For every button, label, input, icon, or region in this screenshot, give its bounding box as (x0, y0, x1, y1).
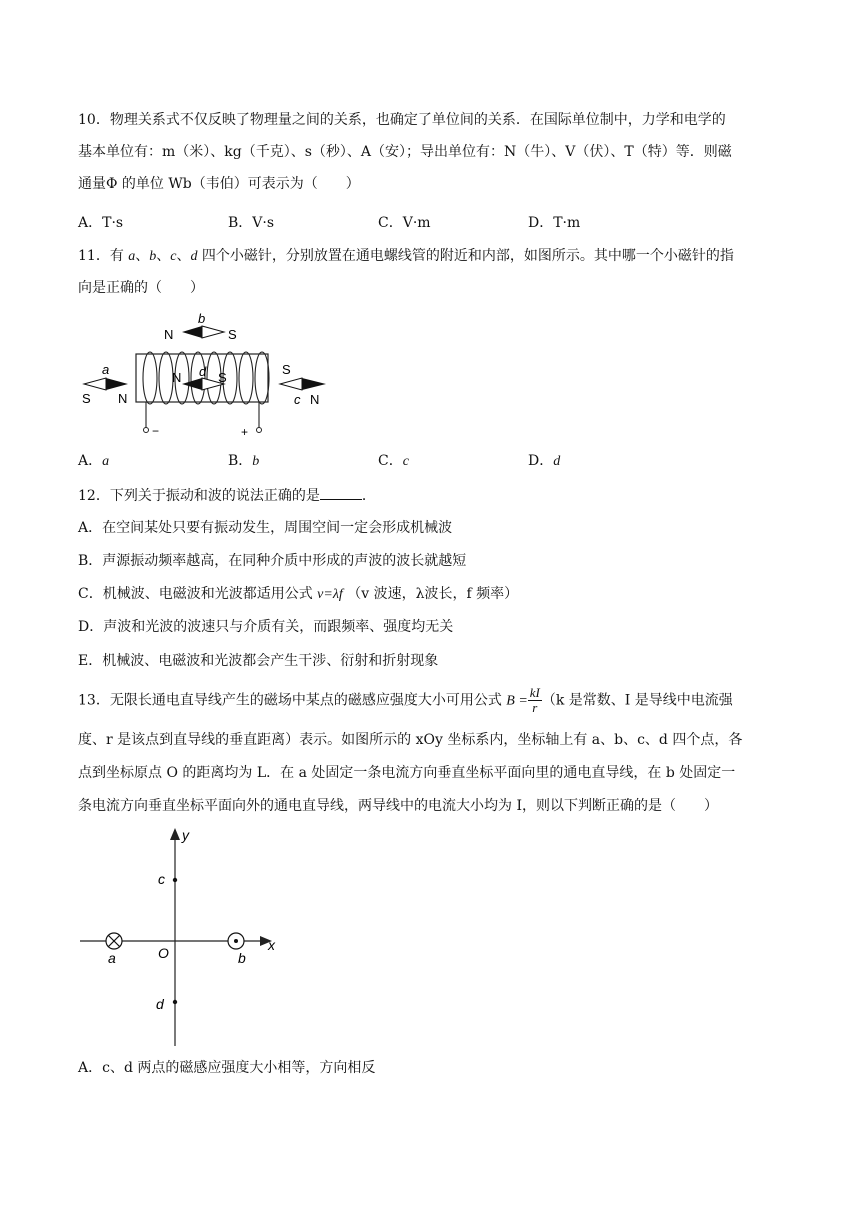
solenoid-figure (78, 308, 338, 444)
formula-fraction: $\frac{kI}{r}$ (529, 685, 540, 715)
q10-line-3: 通量Φ 的单位 Wb（韦伯）可表示为（ ） (78, 176, 360, 192)
q10-line-1: 10．物理关系式不仅反映了物理量之间的关系，也确定了单位间的关系．在国际单位制中，力学和电学的 (78, 112, 726, 128)
q11-line-2: 向是正确的（ ） (78, 280, 204, 296)
q11-var-d: d (190, 249, 198, 264)
q11-line1-post: 四个小磁针，分别放置在通电螺线管的附近和内部，如图所示。其中哪一个小磁针的指 (197, 248, 734, 264)
q10-option-c: C．V·m (378, 215, 431, 231)
needle-d (172, 364, 227, 390)
svg-text:d: d (199, 364, 207, 379)
svg-text:d: d (156, 996, 164, 1012)
q11-option-d: D．d (528, 453, 561, 469)
svg-text:S: S (218, 370, 227, 385)
svg-text:N: N (118, 391, 128, 406)
svg-text:N: N (310, 392, 320, 407)
q12-stem: 12．下列关于振动和波的说法正确的是 ． (78, 485, 376, 506)
q11-option-b: B．b (228, 453, 260, 469)
answer-blank (320, 485, 362, 500)
q13-line-4: 条电流方向垂直坐标平面向外的通电直导线，两导线中的电流大小均为 I，则以下判断正确的是（ ） (78, 798, 718, 814)
q10-option-a: A．T·s (78, 215, 124, 231)
origin-label: O (158, 945, 169, 961)
svg-text:b: b (238, 950, 246, 966)
svg-text:N: N (164, 327, 174, 342)
q13-line-2: 度、r 是该点到直导线的垂直距离）表示。如图所示的 xOy 坐标系内，坐标轴上有 a、b、c、d 四个点，各 (78, 732, 743, 748)
svg-text:N: N (172, 370, 182, 385)
minus-terminal-label: − (152, 424, 160, 438)
q10-line-2: 基本单位有：m（米）、kg（千克）、s（秒）、A（安）；导出单位有：N（牛）、V（伏）、T（特）等．则磁 (78, 144, 732, 160)
q11-var-c: c (170, 249, 177, 264)
q11-option-c: C．c (378, 453, 409, 469)
svg-text:S: S (282, 362, 291, 377)
wave-formula: v=λf (317, 587, 343, 602)
q10-option-d: D．T·m (528, 215, 581, 231)
wire-a-into-page-icon (106, 933, 122, 949)
svg-text:c: c (158, 871, 165, 887)
needle-b (164, 311, 237, 342)
y-axis-label: y (182, 827, 189, 843)
q12-option-b: B．声源振动频率越高，在同种介质中形成的声波的波长就越短 (78, 553, 467, 569)
q10-option-b: B．V·s (228, 215, 275, 231)
svg-text:c: c (294, 392, 301, 407)
q12-option-e: E．机械波、电磁波和光波都会产生干涉、衍射和折射现象 (78, 653, 439, 669)
q11-line-1: 11．有 a、b、c、d 四个小磁针，分别放置在通电螺线管的附近和内部，如图所示。其中哪一个小磁针的指 (78, 248, 734, 264)
svg-text:S: S (228, 327, 237, 342)
q11-var-a: a (128, 249, 136, 264)
needle-a (82, 362, 128, 406)
q13-option-a: A．c、d 两点的磁感应强度大小相等，方向相反 (78, 1060, 376, 1076)
q13-line-1: 13．无限长通电直导线产生的磁场中某点的磁感应强度大小可用公式 B = $\frac{kI}{r}$ （k 是常数、I 是导线中电流强 (78, 685, 733, 715)
wire-b-out-of-page-icon (228, 933, 244, 949)
q12-option-d: D．声波和光波的波速只与介质有关，而跟频率、强度均无关 (78, 619, 454, 635)
q11-option-a: A．a (78, 453, 110, 469)
svg-text:S: S (82, 391, 91, 406)
point-d (173, 1000, 177, 1004)
plus-terminal-label: + (241, 425, 249, 439)
q11-var-b: b (149, 249, 157, 264)
svg-text:a: a (108, 950, 116, 966)
coordinate-figure (78, 826, 288, 1052)
svg-text:b: b (198, 311, 206, 326)
svg-text:a: a (102, 362, 110, 377)
y-axis-arrow (170, 828, 180, 840)
point-c (173, 878, 177, 882)
needle-c (280, 362, 326, 407)
formula-lhs: B = (506, 693, 528, 709)
q13-line-3: 点到坐标原点 O 的距离均为 L．在 a 处固定一条电流方向垂直坐标平面向里的通电直导线，在 b 处固定一 (78, 765, 736, 781)
q12-option-a: A．在空间某处只要有振动发生，周围空间一定会形成机械波 (78, 520, 453, 536)
q12-option-c: C．机械波、电磁波和光波都适用公式 v=λf （v 波速，λ波长，f 频率） (78, 586, 519, 602)
q11-line1-pre: 11．有 (78, 248, 129, 264)
x-axis-label: x (268, 937, 275, 953)
